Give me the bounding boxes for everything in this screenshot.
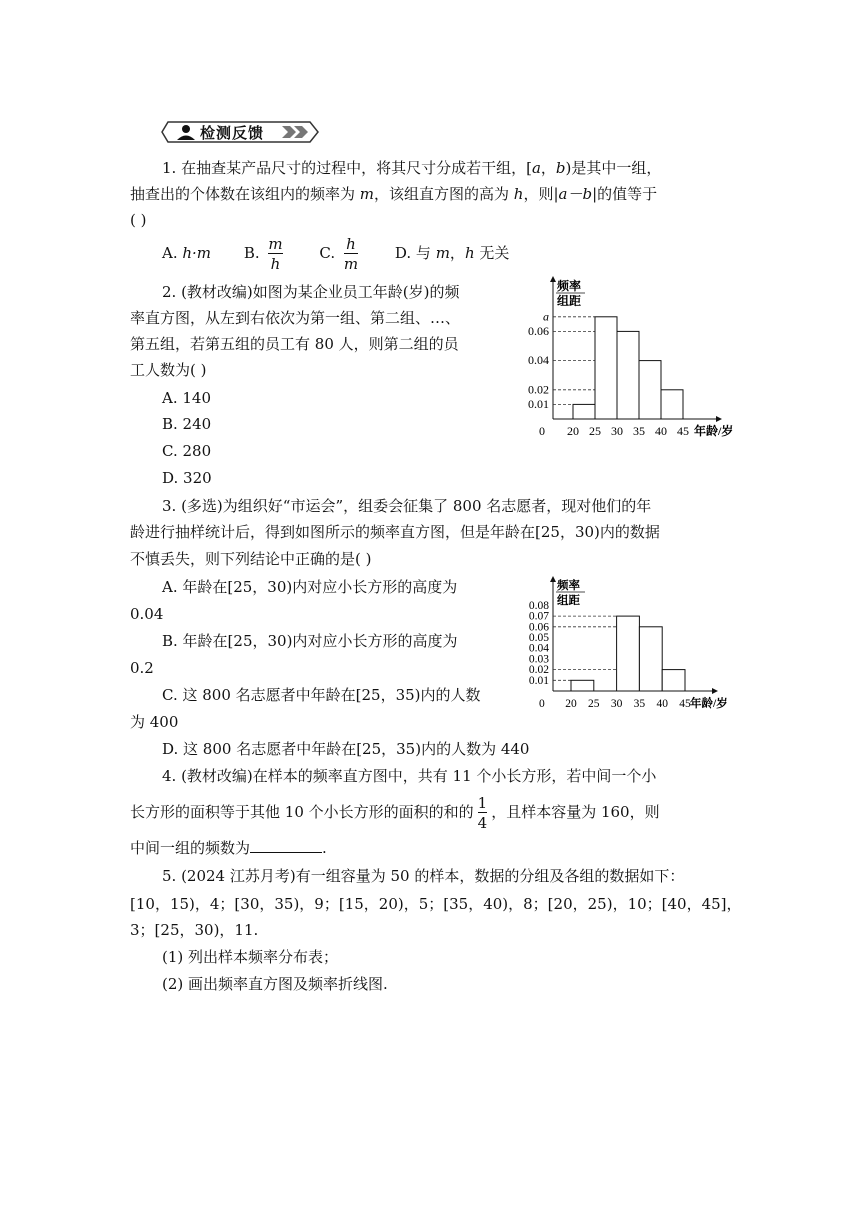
y-tick-label: 0.08 <box>528 599 549 612</box>
q2-line-1: 2. (教材改编)如图为某企业员工年龄(岁)的频 <box>162 283 460 301</box>
y-tick-label: 0.06 <box>528 323 549 338</box>
person-icon <box>182 125 190 133</box>
q5-sub-2: (2) 画出频率直方图及频率折线图. <box>162 975 388 993</box>
histogram-bar <box>662 670 685 691</box>
q3-line-2: 龄进行抽样统计后，得到如图所示的频率直方图，但是年龄在[25，30)内的数据 <box>130 523 660 541</box>
y-tick-label: 0.01 <box>528 674 549 687</box>
y-axis-label-bottom: 组距 <box>557 595 580 607</box>
q3-option-a-line-1: A. 年龄在[25，30)内对应小长方形的高度为 <box>162 578 458 596</box>
x-axis-arrow <box>716 416 722 422</box>
q5-line-1: 5. (2024 江苏月考)有一组容量为 50 的样本，数据的分组及各组的数据如下： <box>162 867 685 885</box>
y-tick-label: 0.05 <box>528 632 549 644</box>
x-tick-label: 40 <box>656 698 668 710</box>
y-tick-label: 0.04 <box>528 353 549 368</box>
x-tick-label: 35 <box>633 424 645 438</box>
fraction-one-quarter: $\frac{1}{4}$ <box>477 794 488 832</box>
q1-answer-paren: ( ) <box>130 211 147 229</box>
histogram-bar <box>639 361 661 419</box>
answer-blank <box>250 838 322 853</box>
q4-line-3: 中间一组的频数为 . <box>130 839 327 857</box>
histogram-bar <box>617 616 640 691</box>
q3-line-1: 3. (多选)为组织好“市运会”，组委会征集了 800 名志愿者，现对他们的年 <box>162 497 652 515</box>
y-tick-label: 0.04 <box>528 642 549 655</box>
q1-options <box>162 234 509 273</box>
histogram-bar <box>595 317 617 419</box>
x-tick-label: 25 <box>589 424 601 438</box>
q5-sub-1: (1) 列出样本频率分布表； <box>162 948 339 966</box>
q2-line-3: 第五组，若第五组的员工有 80 人，则第二组的员 <box>130 335 459 353</box>
q4-line-2: 长方形的面积等于其他 10 个小长方形的面积的和的 $\frac{1}{4}$ ，且样本容量为 160，则 <box>130 794 660 832</box>
y-tick-label: 0.02 <box>528 382 549 397</box>
y-tick-label: 0.01 <box>528 396 549 411</box>
x-tick-label: 45 <box>679 698 691 710</box>
q5-line-3: 3；[25，30)，11. <box>130 921 259 939</box>
q3-line-3: 不慎丢失，则下列结论中正确的是( ) <box>130 550 372 568</box>
q3-option-c-line-2: 为 400 <box>130 713 179 731</box>
y-tick-label: a <box>543 309 549 324</box>
origin-label: 0 <box>539 424 545 438</box>
x-axis-label: 年龄/岁 <box>690 698 728 710</box>
q2-line-2: 率直方图，从左到右依次为第一组、第二组、…、 <box>130 309 461 327</box>
histogram-bar <box>571 680 594 691</box>
q1-option-d: D. 与 m，h 无关 <box>394 244 510 262</box>
q1-line-1: 1. 在抽查某产品尺寸的过程中，将其尺寸分成若干组，[a，b)是其中一组， <box>162 159 662 177</box>
q2-option-d: D. 320 <box>162 469 212 487</box>
histogram-bar <box>639 627 662 691</box>
q2-option-b: B. 240 <box>162 415 212 433</box>
x-tick-label: 20 <box>565 698 577 710</box>
x-tick-label: 25 <box>588 698 600 710</box>
x-tick-label: 45 <box>677 424 689 438</box>
q2-line-4: 工人数为( ) <box>130 361 207 379</box>
x-axis-arrow <box>712 688 718 694</box>
histogram-bar <box>617 331 639 419</box>
age-frequency-histogram-2 <box>520 576 746 712</box>
x-tick-label: 40 <box>655 424 667 438</box>
q3-option-b-line-1: B. 年龄在[25，30)内对应小长方形的高度为 <box>162 632 458 650</box>
y-axis-arrow <box>550 576 556 582</box>
y-tick-label: 0.06 <box>528 621 549 634</box>
q4-line-1: 4. (教材改编)在样本的频率直方图中，共有 11 个小长方形，若中间一个小 <box>162 767 657 785</box>
q5-line-2: [10，15)，4；[30，35)，9；[15，20)，5；[35，40)，8；[20，25)，10；[40，45]， <box>130 895 742 913</box>
q1-option-a: A. h·m <box>162 244 212 262</box>
y-tick-label: 0.02 <box>528 664 549 677</box>
q3-option-c-line-1: C. 这 800 名志愿者中年龄在[25，35)内的人数 <box>162 686 481 704</box>
q1-option-b: B. $\frac{m}{h}$ <box>243 235 283 273</box>
y-tick-label: 0.03 <box>528 653 549 666</box>
x-tick-label: 35 <box>633 698 646 710</box>
age-frequency-histogram-1 <box>520 276 746 444</box>
histogram-bar <box>573 404 595 419</box>
q2-option-c: C. 280 <box>162 442 212 460</box>
y-axis-arrow <box>550 276 556 282</box>
y-axis-label-bottom: 组距 <box>557 294 582 308</box>
fraction-m-over-h: $\frac{m}{h}$ <box>268 235 283 273</box>
x-tick-label: 30 <box>611 424 623 438</box>
x-axis-label: 年龄/岁 <box>694 424 734 438</box>
y-axis-label-top: 频率 <box>557 279 582 293</box>
y-tick-label: 0.07 <box>528 610 549 623</box>
q3-option-d: D. 这 800 名志愿者中年龄在[25，35)内的人数为 440 <box>162 740 530 758</box>
origin-label: 0 <box>539 698 545 710</box>
q3-option-b-line-2: 0.2 <box>130 659 154 677</box>
x-tick-label: 30 <box>610 698 623 710</box>
q2-option-a: A. 140 <box>162 389 211 407</box>
x-tick-label: 20 <box>567 424 579 438</box>
y-axis-label-top: 频率 <box>557 580 580 592</box>
q1-option-c: C. $\frac{h}{m}$ <box>319 235 359 273</box>
section-title: 检测反馈 <box>200 124 265 142</box>
histogram-bar <box>661 390 683 419</box>
q3-option-a-line-2: 0.04 <box>130 605 164 623</box>
fraction-h-over-m: $\frac{h}{m}$ <box>343 235 359 273</box>
q1-line-2: 抽查出的个体数在该组内的频率为 m，该组直方图的高为 h，则|a－b|的值等于 <box>130 185 658 203</box>
